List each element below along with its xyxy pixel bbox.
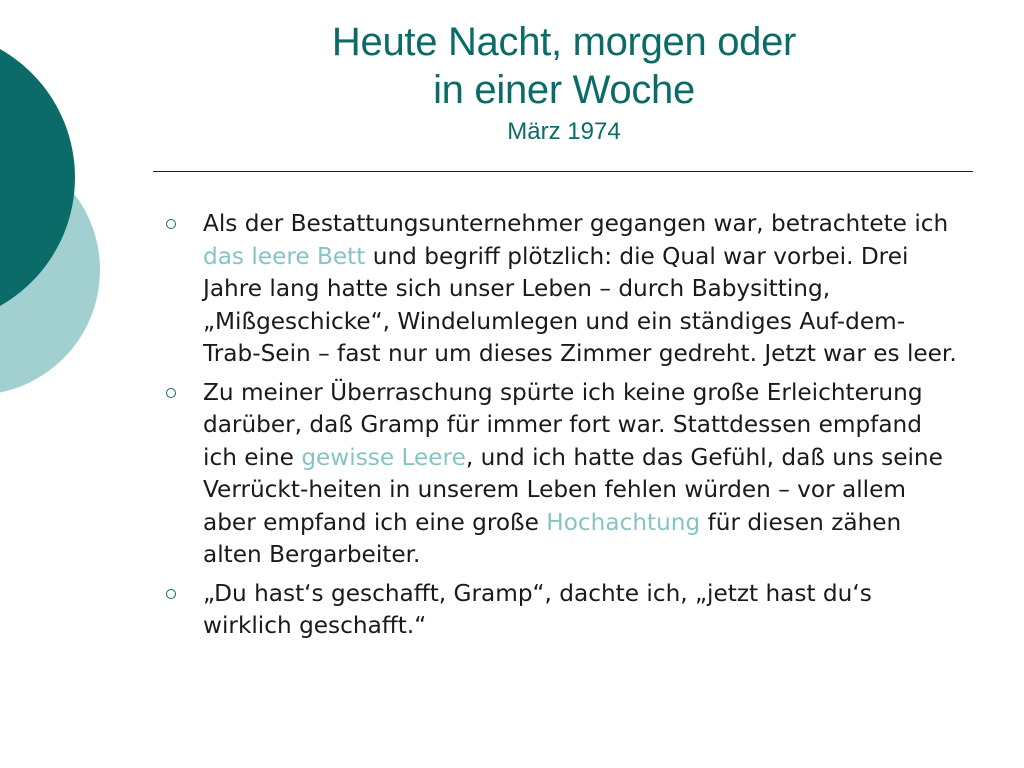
hollow-circle-bullet-icon: [166, 589, 176, 599]
highlight-text: das leere Bett: [203, 242, 366, 270]
highlight-text: Hochachtung: [546, 508, 701, 536]
bullet-text: für diesen zähen alten Bergarbeiter.: [203, 508, 902, 568]
bullet-item: [160, 578, 960, 643]
bullet-text: Zu meiner Überraschung spürte ich keine große Erleichterung darüber, daß Gramp für immer fort war. Stattdessen empfand ich eine: [203, 378, 923, 471]
bullet-item: [160, 377, 960, 572]
highlight-text: gewisse Leere: [301, 443, 466, 471]
slide-title: [150, 18, 978, 147]
bullet-text: und begriff plötzlich: die Qual war vorbei. Drei Jahre lang hatte sich unser Leben – durch Babysitting, „Mißgeschicke“, Windelumlegen und ein ständiges Auf-dem-Trab-Sein – fast nur um dieses Zimmer gedreht. Jetzt war es leer.: [203, 242, 957, 367]
bullet-list: [160, 208, 960, 649]
bullet-item: [160, 208, 960, 371]
bullet-text: „Du hast‘s geschafft, Gramp“, dachte ich, „jetzt hast du‘s wirklich geschafft.“: [203, 579, 872, 639]
hollow-circle-bullet-icon: [166, 219, 176, 229]
hollow-circle-bullet-icon: [166, 388, 176, 398]
title-line-2: in einer Woche: [433, 68, 695, 112]
title-line-1: Heute Nacht, morgen oder: [331, 20, 797, 64]
slide-subtitle: März 1974: [507, 118, 621, 145]
bullet-text: , und ich hatte das Gefühl, daß uns seine Verrückt-heiten in unserem Leben fehlen würden – vor allem aber empfand ich eine große: [203, 443, 943, 536]
title-divider: [153, 171, 973, 172]
bullet-text: Als der Bestattungsunternehmer gegangen war, betrachtete ich: [203, 210, 949, 237]
